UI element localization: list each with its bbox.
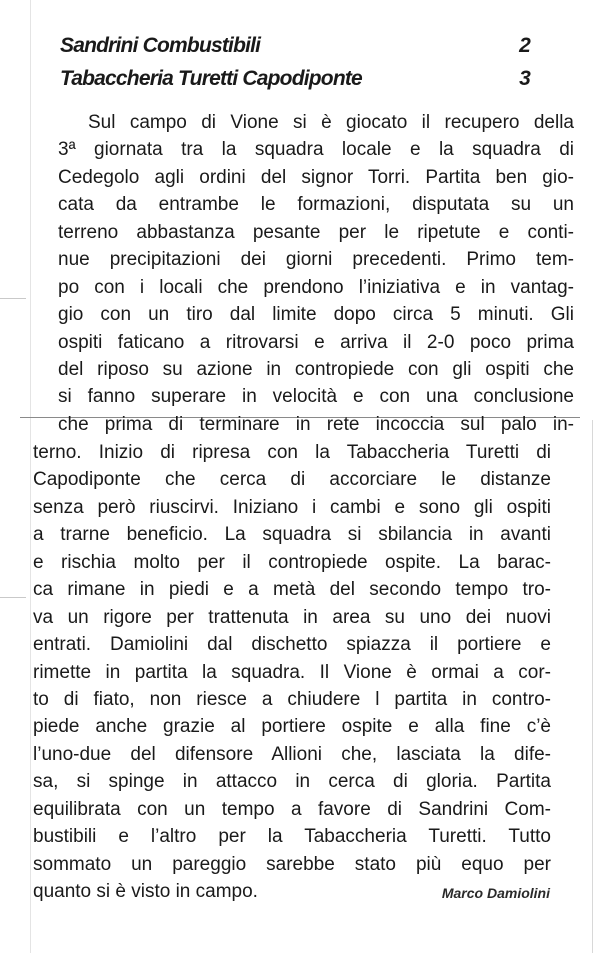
home-team-score: 2 — [519, 34, 530, 57]
home-team-name: Sandrini Combustibili — [60, 34, 261, 57]
article-line: quanto si è visto in campo. — [33, 881, 258, 902]
article-line: si fanno superare in velocità e con una conclusione — [58, 386, 574, 408]
article-line: Cedegolo agli ordini del signor Torri. Partita ben gio- — [58, 166, 574, 188]
result-row-home — [60, 32, 530, 60]
scan-edge-left — [30, 0, 31, 953]
article-line: to di fiato, non riesce a chiudere l partita in contro- — [33, 688, 551, 710]
article-line: terreno abbastanza pesante per le ripetute e conti- — [58, 221, 574, 243]
article-line: ospiti faticano a ritrovarsi e arriva il 2-0 poco prima — [58, 331, 574, 353]
article-line: cata da entrambe le formazioni, disputata su un — [58, 194, 574, 216]
article-line: rimette in partita la squadra. Il Vione è ormai a cor- — [33, 661, 551, 683]
article-line: del riposo su azione in contropiede con gli ospiti che — [58, 358, 574, 380]
author-signature: Marco Damiolini — [441, 885, 550, 901]
scan-mark — [0, 298, 26, 299]
article-line: l’uno-due del difensore Allioni che, lasciata la dife- — [33, 743, 551, 765]
article-line: ca rimane in piedi e a metà del secondo tempo tro- — [33, 579, 551, 601]
article-line: Capodiponte che cerca di accorciare le distanze — [33, 469, 551, 491]
article-line: 3ª giornata tra la squadra locale e la squadra di — [58, 139, 574, 161]
article-text-upper — [58, 109, 574, 435]
article-line: entrati. Damiolini dal dischetto spiazza il portiere e — [33, 634, 551, 656]
article-line: sommato un pareggio sarebbe stato più equo per — [33, 853, 551, 875]
article-line: va un rigore per trattenuta in area su uno dei nuovi — [33, 606, 551, 628]
article-line: terno. Inizio di ripresa con la Tabaccheria Turetti di — [33, 442, 551, 463]
article-line: piede anche grazie al portiere ospite e alla fine c’è — [33, 716, 551, 738]
away-team-name: Tabaccheria Turetti Capodiponte — [60, 67, 362, 90]
article-line: e rischia molto per il contropiede ospite. La barac- — [33, 551, 551, 573]
away-team-score: 3 — [519, 67, 530, 90]
article-line: gio con un tiro dal limite dopo circa 5 minuti. Gli — [58, 304, 574, 326]
scan-edge-right — [592, 420, 593, 953]
article-line: bustibili e l’altro per la Tabaccheria Turetti. Tutto — [33, 826, 551, 848]
article-line: a trarne beneficio. La squadra si sbilancia in avanti — [33, 524, 551, 546]
result-row-away — [60, 65, 530, 93]
article-line: po con i locali che prendono l’iniziativa e in vantag- — [58, 276, 574, 298]
article-line: che prima di terminare in rete incoccia sul palo in- — [58, 413, 574, 435]
article-line: nue precipitazioni dei giorni precedenti. Primo tem- — [58, 249, 574, 271]
article-line: Sul campo di Vione si è giocato il recupero della — [88, 112, 574, 133]
article-line: equilibrata con un tempo a favore di Sandrini Com- — [33, 798, 551, 820]
article-line: senza però riuscirvi. Iniziano i cambi e sono gli ospiti — [33, 496, 551, 518]
scan-mark — [0, 597, 26, 598]
article-line: sa, si spinge in attacco in cerca di gloria. Partita — [33, 771, 551, 793]
